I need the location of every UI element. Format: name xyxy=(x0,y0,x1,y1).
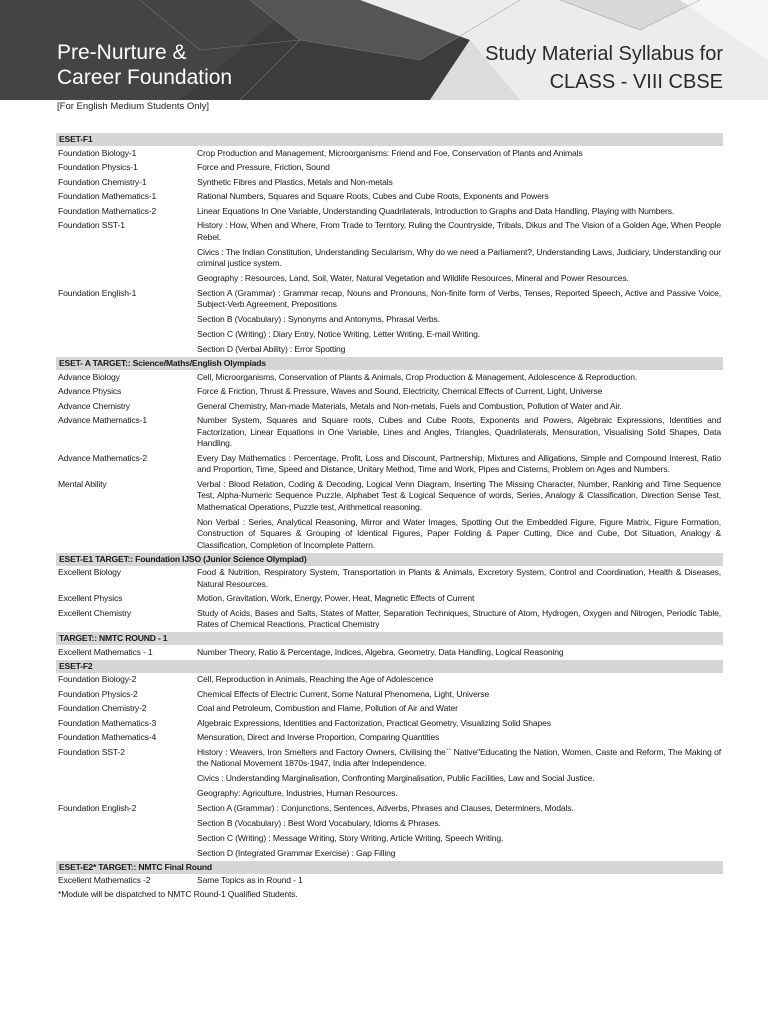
subject-name: Foundation Physics-1 xyxy=(58,162,138,172)
syllabus-row xyxy=(56,286,723,357)
subject-name: Advance Mathematics-2 xyxy=(58,452,148,463)
topic-paragraph: Study of Acids, Bases and Salts, States of Matter, Separation Techniques, Structure of Atom, Hydrogen, Oxygen and Nitrogen, Periodic Table, Rates of Chemical Reactions, Practical Chemistry xyxy=(197,607,721,629)
subject-name: Foundation SST-1 xyxy=(58,220,125,230)
subject-name: Advance Mathematics-1 xyxy=(58,415,148,425)
topics xyxy=(197,191,721,203)
syllabus-row xyxy=(56,204,723,219)
topic-paragraph: Section B (Vocabulary) : Best Word Vocabulary, Idioms & Phrases. xyxy=(197,817,441,828)
topics xyxy=(197,288,721,356)
topics xyxy=(197,206,721,218)
topic-paragraph: Civics : Understanding Marginalisation, Confronting Marginalisation, Public Facilities, Law and Social Justice. xyxy=(197,773,595,783)
topics xyxy=(197,875,721,887)
subject-name: Excellent Physics xyxy=(58,593,123,603)
syllabus-row xyxy=(56,161,723,176)
section-header: ESET-E2* TARGET:: NMTC Final Round xyxy=(56,861,723,874)
syllabus-row xyxy=(56,566,723,592)
subject-name: Advance Physics xyxy=(58,386,122,396)
subject-name: Excellent Mathematics -2 xyxy=(58,875,151,885)
topics xyxy=(197,220,721,285)
footnote: *Module will be dispatched to NMTC Round-1 Qualified Students. xyxy=(58,889,298,899)
topics xyxy=(197,453,721,476)
topic-paragraph: Number System, Squares and Square roots, Cubes and Cube Roots, Exponents and Powers, Algebraic Expressions, Identities and Factorization, Linear Equations in One Variable, Lines and Angles, Triangles, Quadrilaterals, Mensuration, Visualising Solid Shapes, Data Handling. xyxy=(197,415,721,448)
subject-name: Foundation English-1 xyxy=(58,287,137,298)
subject-name: Advance Biology xyxy=(58,371,120,382)
topic-paragraph: Cell, Reproduction in Animals, Reaching the Age of Adolescence xyxy=(197,674,434,684)
subject-name: Foundation Biology-1 xyxy=(58,147,137,158)
topics xyxy=(197,479,721,552)
syllabus-row xyxy=(56,801,723,861)
topic-paragraph: Food & Nutrition, Respiratory System, Transportation in Plants & Animals, Excretory System, Control and Coordination, Health & Diseases, Natural Resources. xyxy=(197,567,721,589)
topic-paragraph: Number Theory, Ratio & Percentage, Indices, Algebra, Geometry, Data Handling, Logical Reasoning xyxy=(197,646,564,657)
topics xyxy=(197,593,721,605)
topic-paragraph: Algebraic Expressions, Identities and Factorization, Practical Geometry, Visualizing Solid Shapes xyxy=(197,717,551,728)
topic-paragraph: Chemical Effects of Electric Current, Some Natural Phenomena, Light, Universe xyxy=(197,688,490,699)
topics xyxy=(197,372,721,384)
topic-paragraph: General Chemistry, Man-made Materials, Metals and Non-metals, Fuels and Combustion, Pollution of Water and Air. xyxy=(197,400,622,411)
topic-paragraph: Coal and Petroleum, Combustion and Flame, Pollution of Air and Water xyxy=(197,703,458,713)
topic-paragraph: Section D (Verbal Ability) : Error Spotting xyxy=(197,344,346,354)
topic-paragraph: Section C (Writing) : Message Writing, Story Writing, Article Writing, Speech Writing. xyxy=(197,832,504,843)
topic-paragraph: Force and Pressure, Friction, Sound xyxy=(197,162,330,172)
subject-name: Foundation Mathematics-1 xyxy=(58,191,157,201)
subject-name: Foundation Mathematics-4 xyxy=(58,732,157,742)
title-line-1: Study Material Syllabus for xyxy=(485,43,723,65)
syllabus-row xyxy=(56,702,723,717)
topics xyxy=(197,177,721,189)
syllabus-row xyxy=(56,687,723,702)
topics xyxy=(197,803,721,860)
topic-paragraph: Section A (Grammar) : Grammar recap, Nouns and Pronouns, Non-finite form of Verbs, Tenses, Reported Speech, Active and Passive Voice, Subject-Verb Agreement, Prepositions xyxy=(197,287,721,309)
subject-name: Excellent Biology xyxy=(58,567,121,577)
subject-name: Foundation Biology-2 xyxy=(58,674,137,684)
topic-paragraph: Section C (Writing) : Diary Entry, Notice Writing, Letter Writing, E-mail Writing. xyxy=(197,329,480,339)
syllabus-row xyxy=(56,370,723,385)
topic-paragraph: Non Verbal : Series, Analytical Reasoning, Mirror and Water Images, Spotting Out the Embedded Figure, Figure Matrix, Figure Formation, Construction of Squares & Grouping of Identical Figures, Paper Folding & Paper Cutting, Dice and Cube, Dot Situation, Analogy & Classification, Completion of Incomplete Pattern. xyxy=(197,516,721,550)
syllabus-row xyxy=(56,451,723,477)
topics xyxy=(197,415,721,450)
topic-paragraph: Section B (Vocabulary) : Synonyms and Antonyms, Phrasal Verbs. xyxy=(197,314,440,324)
topic-paragraph: Verbal : Blood Relation, Coding & Decoding, Logical Venn Diagram, Inserting The Missing Character, Number, Ranking and Time Sequence Test, Alpha-Numeric Sequence Puzzle, Alphabet Test & Logical Sequence of words, Series, Analogy & Classification, Direction Sense Test, Mathematical Operations, Puzzle test, Arithmetical reasoning. xyxy=(197,478,721,512)
subject-name: Advance Chemistry xyxy=(58,400,130,411)
section-header: ESET-E1 TARGET:: Foundation IJSO (Junior Science Olympiad) xyxy=(56,553,723,566)
brand-line-1: Pre-Nurture & xyxy=(57,41,187,64)
topics xyxy=(197,567,721,590)
syllabus-row xyxy=(56,645,723,660)
topics xyxy=(197,674,721,686)
topic-paragraph: History : Weavers, Iron Smelters and Factory Owners, Civilising the`` Native"Educating the Nation, Women, Caste and Reform, The Making of the National Movement 1870s-1947, India after Independence. xyxy=(197,746,721,768)
topics xyxy=(197,162,721,174)
topic-paragraph: Cell, Microorganisms, Conservation of Plants & Animals, Crop Production & Management, Adolescence & Reproduction. xyxy=(197,371,638,382)
syllabus-row xyxy=(56,414,723,452)
topics xyxy=(197,608,721,631)
syllabus-row xyxy=(56,477,723,553)
topic-paragraph: Section D (Integrated Grammar Exercise) : Gap Filling xyxy=(197,847,396,858)
syllabus-row xyxy=(56,731,723,746)
subject-name: Foundation Chemistry-2 xyxy=(58,703,147,713)
topics xyxy=(197,148,721,160)
topics xyxy=(197,732,721,744)
title-line-2: CLASS - VIII CBSE xyxy=(549,71,723,93)
syllabus-row xyxy=(56,219,723,287)
section-header: TARGET:: NMTC ROUND - 1 xyxy=(56,632,723,645)
subject-name: Foundation English-2 xyxy=(58,802,137,813)
syllabus-row xyxy=(56,874,723,889)
topic-paragraph: Crop Production and Management, Microorganisms: Friend and Foe, Conservation of Plants and Animals xyxy=(197,147,583,158)
subject-name: Foundation Mathematics-3 xyxy=(58,717,157,728)
syllabus-row xyxy=(56,385,723,400)
subject-name: Foundation SST-2 xyxy=(58,746,125,757)
subject-name: Foundation Chemistry-1 xyxy=(58,176,147,187)
topics xyxy=(197,386,721,398)
topics xyxy=(197,747,721,800)
subject-name: Mental Ability xyxy=(58,478,107,489)
subject-name: Excellent Mathematics - 1 xyxy=(58,646,153,657)
syllabus-table xyxy=(56,133,723,902)
topics xyxy=(197,689,721,701)
header-band xyxy=(0,0,768,100)
subject-name: Excellent Chemistry xyxy=(58,607,132,618)
brand-line-2: Career Foundation xyxy=(57,66,233,89)
syllabus-row xyxy=(56,399,723,414)
topics xyxy=(197,647,721,659)
topics xyxy=(197,401,721,413)
topics xyxy=(197,718,721,730)
section-header: ESET-F2 xyxy=(56,660,723,673)
topic-paragraph: Geography : Resources, Land, Soil, Water, Natural Vegetation and Wildlife Resources, Mineral and Power Resources. xyxy=(197,273,629,283)
syllabus-row xyxy=(56,190,723,205)
syllabus-row xyxy=(56,673,723,688)
topic-paragraph: Synthetic Fibres and Plastics, Metals and Non-metals xyxy=(197,176,393,187)
topic-paragraph: Civics : The Indian Constitution, Understanding Secularism, Why do we need a Parliament?, Understanding Laws, Judiciary, Understanding our criminal justice system. xyxy=(197,246,722,268)
section-header: ESET-F1 xyxy=(56,133,723,146)
syllabus-row xyxy=(56,716,723,731)
syllabus-row xyxy=(56,592,723,607)
topics xyxy=(197,703,721,715)
syllabus-row xyxy=(56,146,723,161)
topic-paragraph: Motion, Gravitation, Work, Energy, Power, Heat, Magnetic Effects of Current xyxy=(197,593,475,603)
syllabus-row xyxy=(56,175,723,190)
subject-name: Foundation Mathematics-2 xyxy=(58,205,157,216)
syllabus-row xyxy=(56,745,723,801)
topic-paragraph: Mensuration, Direct and Inverse Proportion, Comparing Quantities xyxy=(197,732,440,742)
topic-paragraph: History : How, When and Where, From Trade to Territory, Ruling the Countryside, Tribals, Dikus and The Vision of a Golden Age, When People Rebel. xyxy=(197,220,721,242)
language-note: [For English Medium Students Only] xyxy=(57,101,210,112)
topic-paragraph: Every Day Mathematics : Percentage, Profit, Loss and Discount, Partnership, Mixtures and Alligations, Simple and Compound Interest, Ratio and Proportion, Time, Speed and Distance, Unitary Method, Time and Work, Pipes and Cisterns, Problem on Ages and Numbers. xyxy=(197,452,721,474)
topic-paragraph: Same Topics as in Round - 1 xyxy=(197,875,303,885)
document-title xyxy=(485,40,723,96)
topic-paragraph: Force & Friction, Thrust & Pressure, Waves and Sound, Electricity, Chemical Effects of Current, Light, Universe xyxy=(197,386,603,396)
brand-name xyxy=(57,40,232,90)
section-header: ESET- A TARGET:: Science/Maths/English Olympiads xyxy=(56,357,723,370)
topic-paragraph: Rational Numbers, Squares and Square Roots, Cubes and Cube Roots, Exponents and Powers xyxy=(197,191,549,201)
syllabus-row xyxy=(56,606,723,632)
topic-paragraph: Linear Equations In One Variable, Understanding Quadrilaterals, Introduction to Graphs and Data Handling, Playing with Numbers. xyxy=(197,205,675,216)
topic-paragraph: Geography: Agriculture, Industries, Human Resources. xyxy=(197,788,398,798)
topic-paragraph: Section A (Grammar) : Conjunctions, Sentences, Adverbs, Phrases and Clauses, Determiners, Modals. xyxy=(197,802,574,813)
subject-name: Foundation Physics-2 xyxy=(58,688,138,699)
